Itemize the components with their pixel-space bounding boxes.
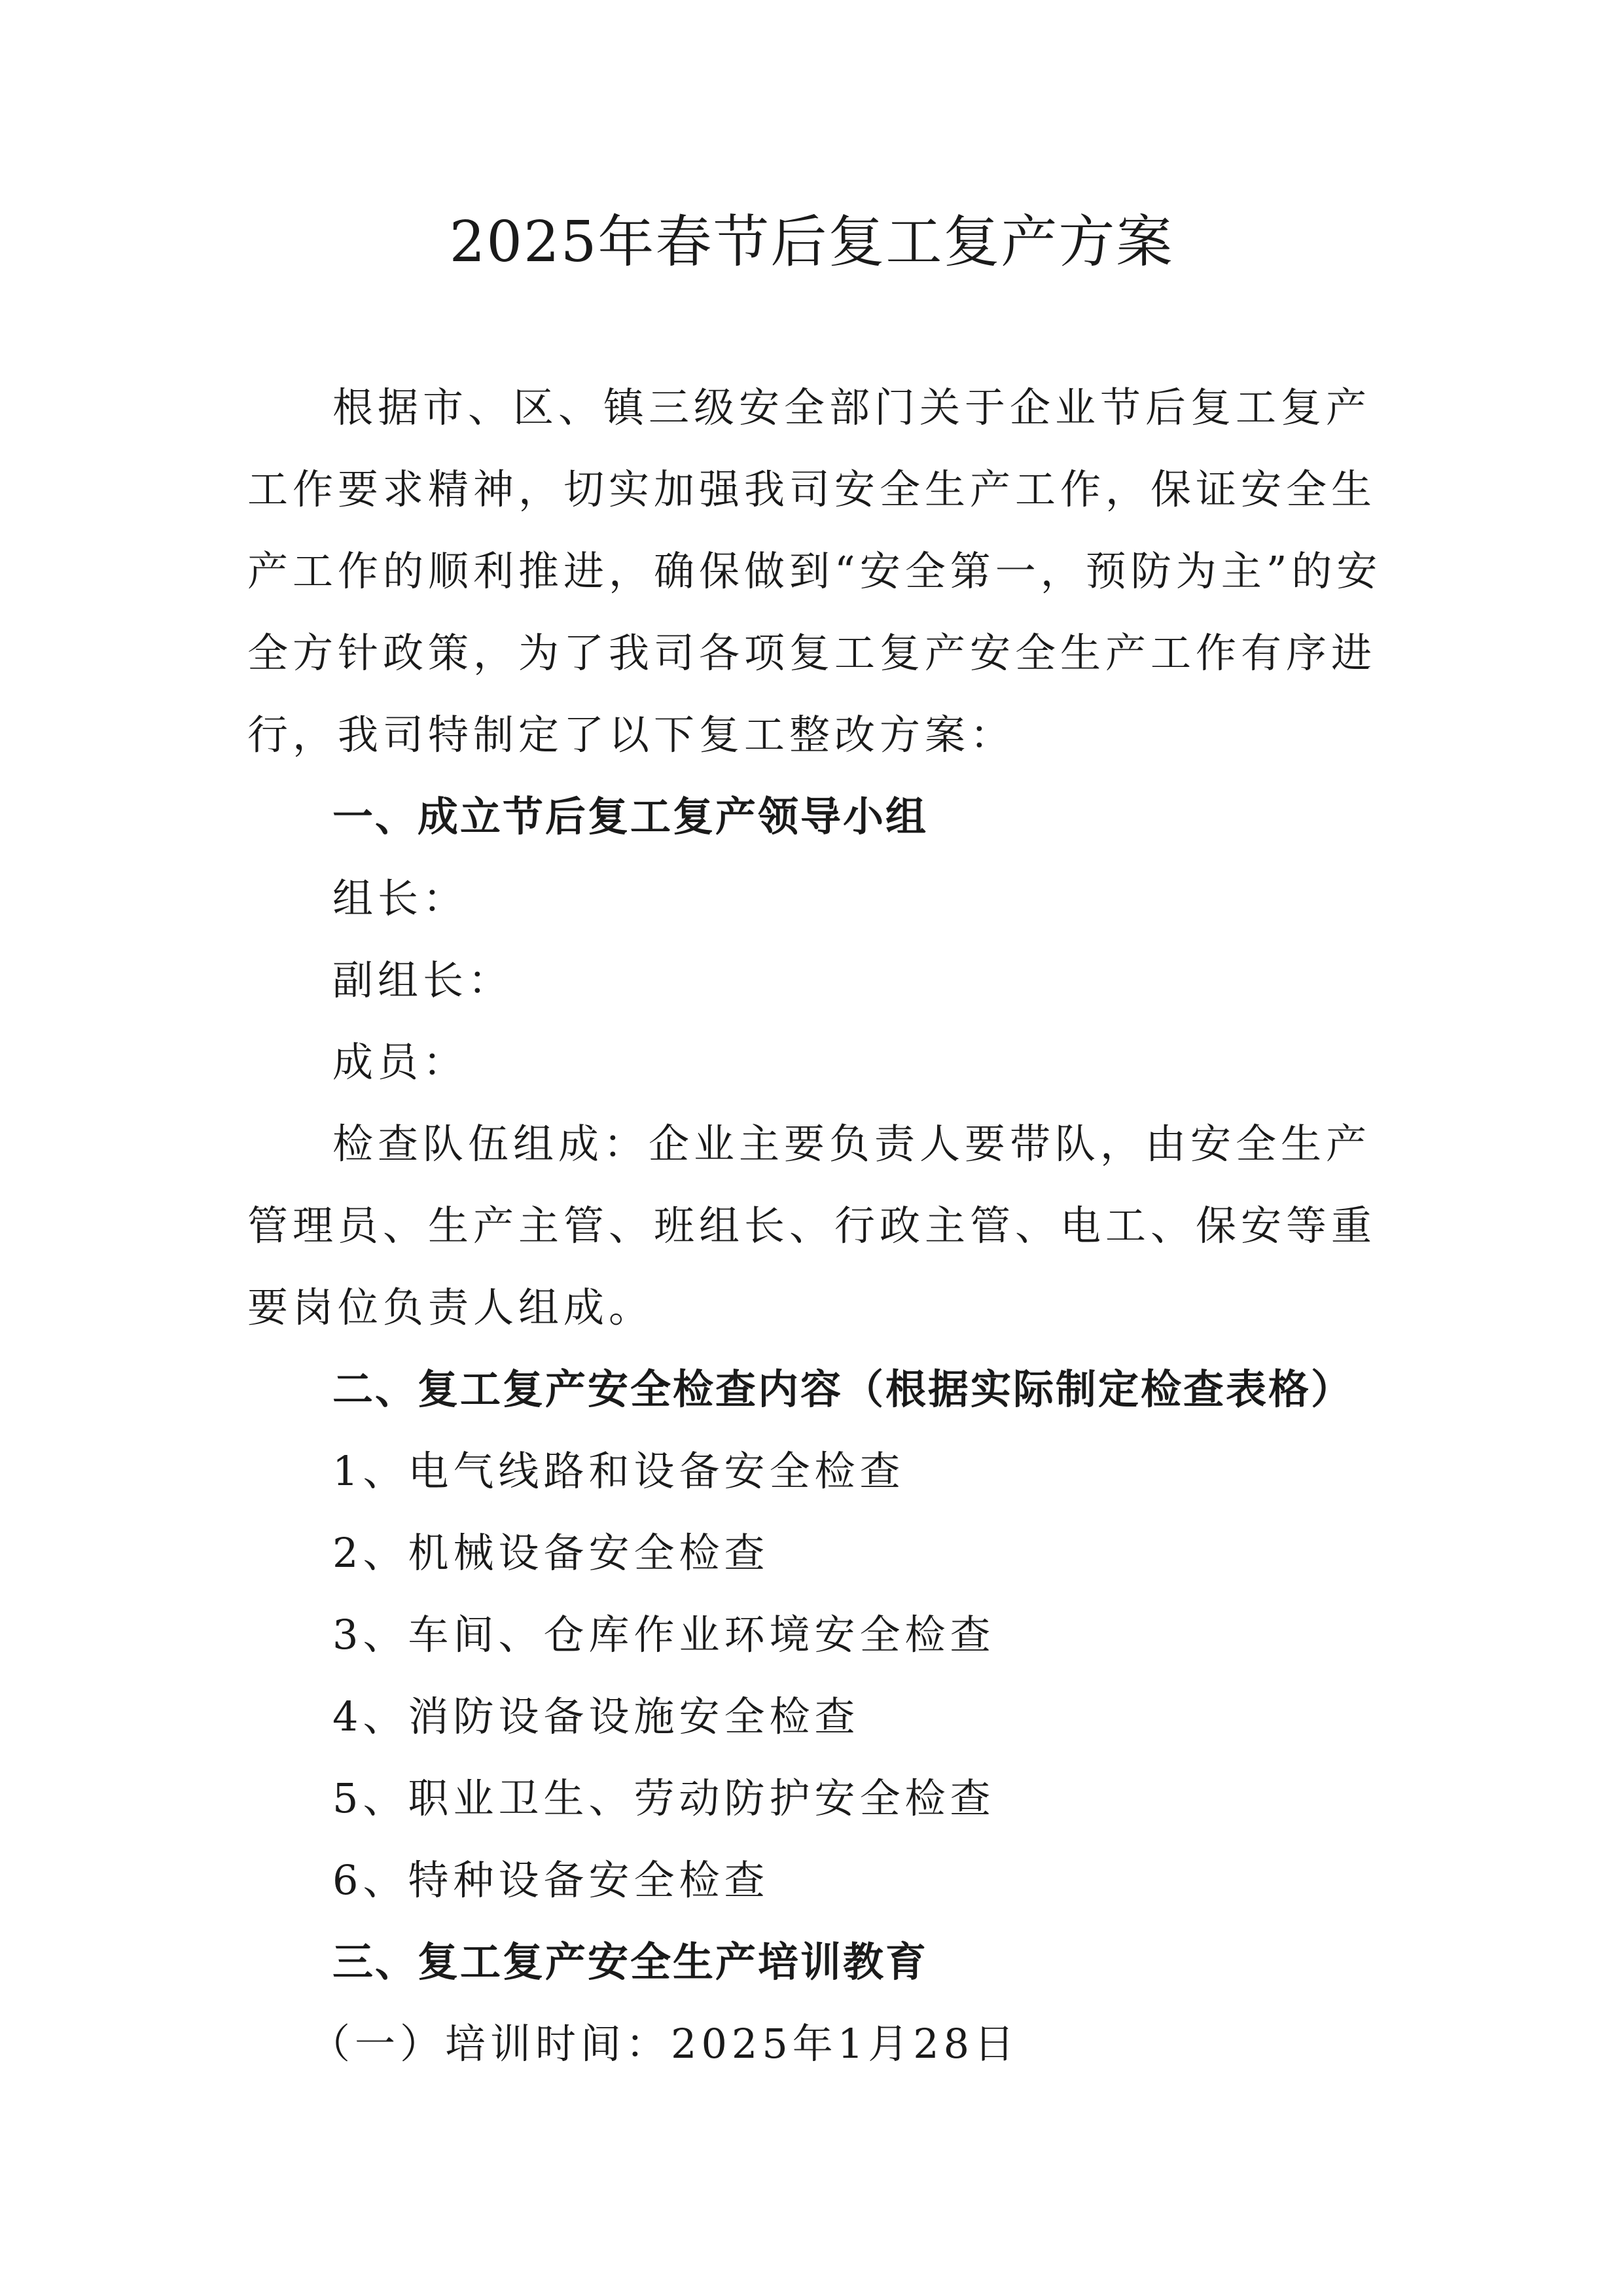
checklist-item: 2、机械设备安全检查 [332,1529,770,1577]
document-title: 2025年春节后复工复产方案 [449,209,1174,275]
checklist-item: 3、车间、仓库作业环境安全检查 [332,1611,995,1659]
members-line: 成员： [332,1038,469,1086]
section-3-heading: 三、复工复产安全生产培训教育 [332,1938,929,1986]
checklist-item: 4、消防设备设施安全检查 [332,1693,860,1740]
inspection-team-paragraph: 检查队伍组成：企业主要负责人要带队，由安全生产管理员、生产主管、班组长、行政主管、电工、保安等重要岗位负责人组成。 [247,1120,1377,1331]
section-1-heading: 一、成立节后复工复产领导小组 [332,793,929,840]
group-leader-line: 组长： [332,874,469,922]
checklist-item: 6、特种设备安全检查 [332,1856,770,1904]
checklist-item: 1、电气线路和设备安全检查 [332,1447,905,1495]
intro-paragraph: 根据市、区、镇三级安全部门关于企业节后复工复产工作要求精神，切实加强我司安全生产工作，保证安全生产工作的顺利推进，确保做到“安全第一，预防为主”的安全方针政策，为了我司各项复工复产安全生产工作有序进行，我司特制定了以下复工整改方案： [247,384,1382,759]
training-time-line: （一）培训时间：2025年1月28日 [310,2020,1020,2068]
checklist-item: 5、职业卫生、劳动防护安全检查 [332,1774,995,1822]
deputy-leader-line: 副组长： [332,956,514,1004]
document-body [247,367,1386,2085]
section-2-heading: 二、复工复产安全检查内容（根据实际制定检查表格） [332,1365,1354,1413]
